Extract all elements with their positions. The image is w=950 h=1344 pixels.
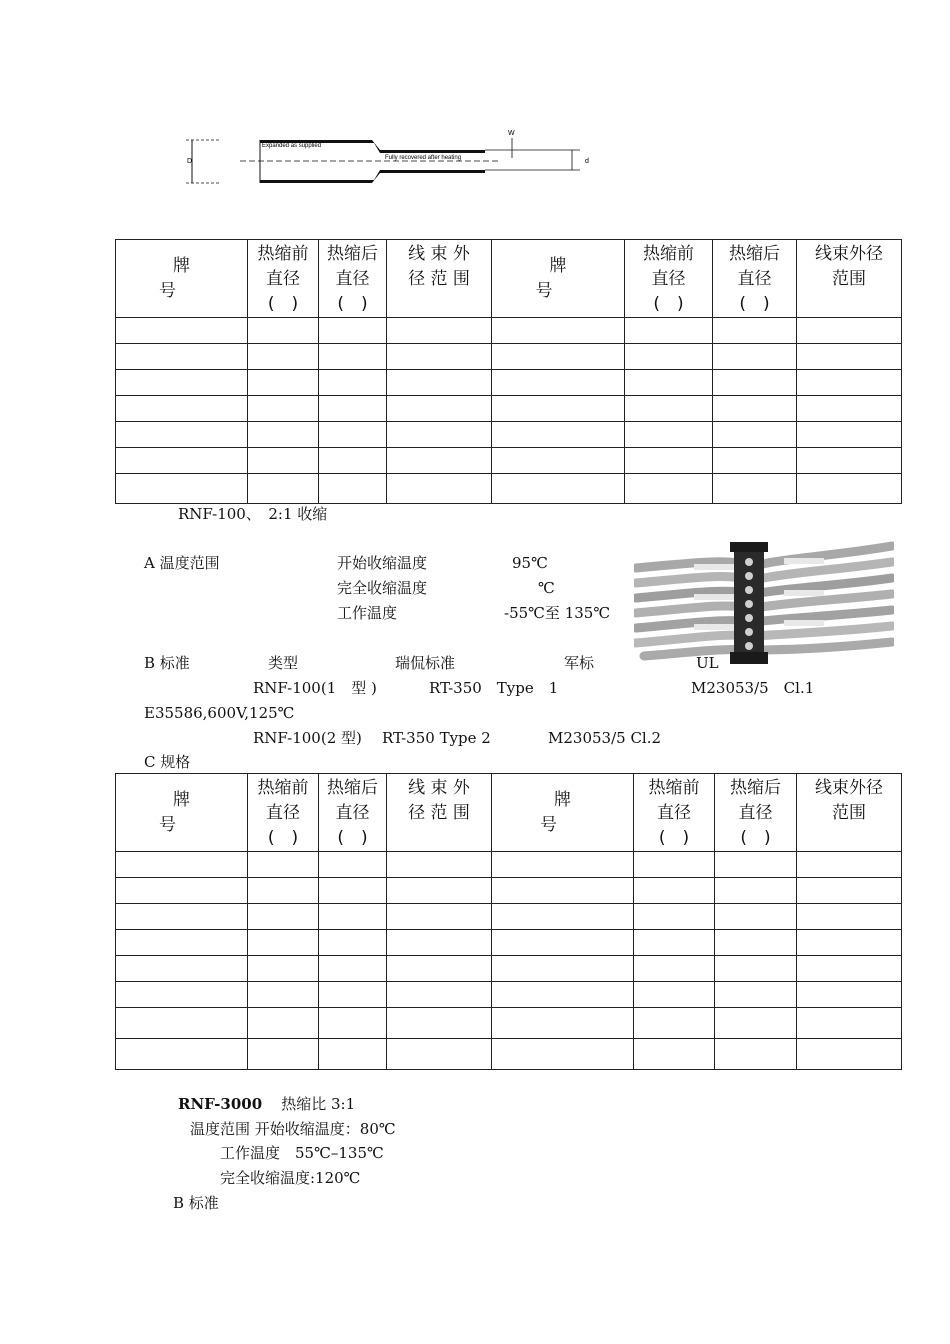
rnf3000-standard-label: B 标准	[173, 1194, 219, 1212]
table-row	[116, 474, 902, 504]
label-recovered: Fully recovered after heating	[385, 155, 462, 161]
start-shrink-label: 开始收缩温度	[337, 554, 428, 572]
tube-diagram	[180, 120, 620, 195]
header-before: 热缩前 直径 ( )	[625, 240, 713, 318]
header-brand: 牌 号	[116, 774, 248, 852]
col-raychem: 瑞侃标准	[395, 654, 456, 672]
table-row	[116, 396, 902, 422]
header-range: 线 束 外 径 范 围	[387, 240, 492, 318]
full-shrink-label: 完全收缩温度	[337, 579, 428, 597]
spec-table-1	[115, 239, 902, 504]
label-D: D	[187, 158, 193, 165]
col-type: 类型	[268, 654, 299, 672]
spec-table-2	[115, 773, 902, 1070]
table-row	[116, 448, 902, 474]
row1-type: RNF-100(1 型 )	[253, 679, 377, 697]
table-row	[116, 422, 902, 448]
table-row	[116, 852, 902, 878]
table-row	[116, 344, 902, 370]
table-row	[116, 318, 902, 344]
label-d: d	[585, 158, 589, 165]
header-after: 热缩后 直径 ( )	[715, 774, 797, 852]
table-row	[116, 370, 902, 396]
wire-harness-photo	[634, 528, 894, 670]
header-range: 线束外径 范围	[797, 774, 902, 852]
header-before: 热缩前 直径 ( )	[248, 240, 319, 318]
row2-type: RNF-100(2 型)	[253, 729, 362, 747]
table-row	[116, 904, 902, 930]
row1-ul: E35586,600V,125℃	[144, 704, 295, 722]
row1-military: M23053/5 Cl.1	[691, 679, 815, 697]
table-row	[116, 1039, 902, 1070]
label-W: W	[508, 130, 515, 137]
row2-military: M23053/5 Cl.2	[548, 729, 662, 747]
header-brand: 牌 号	[492, 774, 634, 852]
col-ul: UL	[696, 654, 719, 672]
col-military: 军标	[564, 654, 595, 672]
header-after: 热缩后 直径 ( )	[713, 240, 797, 318]
work-temp-label: 工作温度	[337, 604, 398, 622]
rnf3000-work-temp: 工作温度 55℃–135℃	[220, 1144, 384, 1162]
header-after: 热缩后 直径 ( )	[319, 774, 387, 852]
header-brand: 牌 号	[116, 240, 248, 318]
rnf3000-name: RNF-3000	[178, 1095, 263, 1113]
header-before: 热缩前 直径 ( )	[248, 774, 319, 852]
start-shrink-value: 95℃	[512, 554, 548, 572]
table-row	[116, 1008, 902, 1039]
table-row	[116, 956, 902, 982]
temp-range-label: A 温度范围	[144, 554, 220, 572]
rnf3000-full-shrink: 完全收缩温度:120℃	[220, 1169, 361, 1187]
header-before: 热缩前 直径 ( )	[634, 774, 715, 852]
full-shrink-value: ℃	[538, 579, 555, 597]
header-brand: 牌 号	[492, 240, 625, 318]
rnf3000-heading	[178, 1096, 355, 1113]
table-row	[116, 982, 902, 1008]
row2-raychem: RT-350 Type 2	[382, 729, 491, 747]
section1-title: RNF-100、 2:1 收缩	[178, 505, 328, 523]
header-range: 线 束 外 径 范 围	[387, 774, 492, 852]
rnf3000-ratio: 热缩比 3:1	[281, 1095, 356, 1113]
table-row	[116, 930, 902, 956]
work-temp-value: -55℃至 135℃	[504, 604, 611, 622]
rnf3000-temp-range: 温度范围 开始收缩温度：80℃	[190, 1120, 396, 1138]
row1-raychem: RT-350 Type 1	[429, 679, 559, 697]
header-after: 热缩后 直径 ( )	[319, 240, 387, 318]
spec-label: C 规格	[144, 753, 191, 771]
standard-label: B 标准	[144, 654, 190, 672]
table-row	[116, 878, 902, 904]
label-expanded: Expanded as supplied	[262, 143, 322, 149]
header-range: 线束外径 范围	[797, 240, 902, 318]
